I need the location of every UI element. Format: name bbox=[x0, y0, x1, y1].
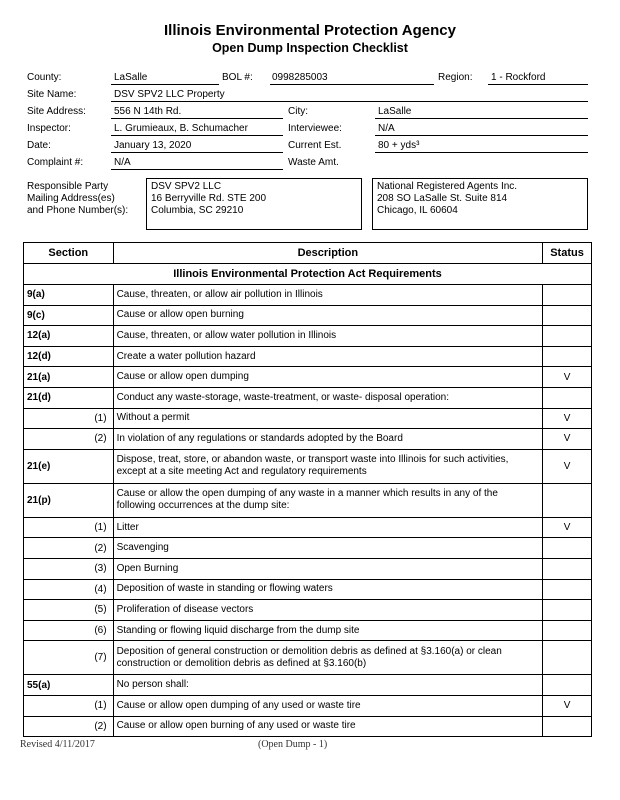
row-description: Deposition of general construction or demolition debris as defined at §3.160(a) or clean construction or demolition debris as defined at §3.160(b) bbox=[113, 641, 542, 675]
form-id: (Open Dump - 1) bbox=[258, 739, 328, 750]
row-status-checkbox[interactable] bbox=[543, 326, 592, 347]
row-section: (1) bbox=[24, 695, 114, 716]
county-value: LaSalle bbox=[114, 72, 148, 83]
row-section: 21(p) bbox=[24, 483, 114, 517]
bol-label: BOL #: bbox=[222, 72, 253, 83]
site-address-label: Site Address: bbox=[27, 106, 86, 117]
table-row bbox=[24, 517, 592, 538]
table-row bbox=[24, 600, 592, 621]
city-underline bbox=[375, 118, 588, 119]
table-row bbox=[24, 285, 592, 306]
row-description: In violation of any regulations or standards adopted by the Board bbox=[113, 429, 542, 450]
row-description: Litter bbox=[113, 517, 542, 538]
row-description: Proliferation of disease vectors bbox=[113, 600, 542, 621]
row-section: 21(a) bbox=[24, 367, 114, 388]
table-row bbox=[24, 620, 592, 641]
bol-underline bbox=[270, 84, 434, 85]
site-name-underline bbox=[111, 101, 588, 102]
description-column-header: Description bbox=[113, 243, 542, 264]
site-name-label: Site Name: bbox=[27, 89, 77, 100]
row-status-checkbox[interactable]: V bbox=[543, 367, 592, 388]
checklist-rows bbox=[24, 285, 592, 737]
inspection-checklist-table bbox=[23, 242, 592, 737]
row-description: Cause, threaten, or allow air pollution in Illinois bbox=[113, 285, 542, 306]
row-section: 21(d) bbox=[24, 387, 114, 408]
row-status-checkbox[interactable] bbox=[543, 600, 592, 621]
region-label: Region: bbox=[438, 72, 473, 83]
date-value: January 13, 2020 bbox=[114, 140, 192, 151]
row-section: (2) bbox=[24, 716, 114, 737]
act-requirements-heading: Illinois Environmental Protection Act Requirements bbox=[24, 264, 592, 285]
row-status-checkbox[interactable] bbox=[543, 620, 592, 641]
table-row bbox=[24, 675, 592, 696]
interviewee-value: N/A bbox=[378, 123, 395, 134]
county-underline bbox=[111, 84, 219, 85]
table-subheader-row bbox=[24, 264, 592, 285]
waste-amt-label: Waste Amt. bbox=[288, 157, 339, 168]
row-section: 12(a) bbox=[24, 326, 114, 347]
row-section: (5) bbox=[24, 600, 114, 621]
row-section: (2) bbox=[24, 538, 114, 559]
row-section: (4) bbox=[24, 579, 114, 600]
table-row bbox=[24, 367, 592, 388]
region-underline bbox=[488, 84, 588, 85]
row-description: Cause or allow the open dumping of any waste in a manner which results in any of the following occurrences at the dump site: bbox=[113, 483, 542, 517]
inspector-label: Inspector: bbox=[27, 123, 71, 134]
table-row bbox=[24, 716, 592, 737]
row-section: 12(d) bbox=[24, 346, 114, 367]
site-name-value: DSV SPV2 LLC Property bbox=[114, 89, 225, 100]
inspector-underline bbox=[111, 135, 283, 136]
row-section: (3) bbox=[24, 558, 114, 579]
inspector-value: L. Grumieaux, B. Schumacher bbox=[114, 123, 248, 134]
row-section: (7) bbox=[24, 641, 114, 675]
row-section: (2) bbox=[24, 429, 114, 450]
table-row bbox=[24, 641, 592, 675]
responsible-party-box-2: National Registered Agents Inc. 208 SO LaSalle St. Suite 814 Chicago, IL 60604 bbox=[372, 178, 588, 230]
table-row bbox=[24, 408, 592, 429]
row-section: 55(a) bbox=[24, 675, 114, 696]
row-section: (6) bbox=[24, 620, 114, 641]
row-status-checkbox[interactable] bbox=[543, 387, 592, 408]
section-column-header: Section bbox=[24, 243, 114, 264]
row-description: Create a water pollution hazard bbox=[113, 346, 542, 367]
row-status-checkbox[interactable] bbox=[543, 716, 592, 737]
row-description: Cause or allow open burning of any used or waste tire bbox=[113, 716, 542, 737]
responsible-party-box-1: DSV SPV2 LLC 16 Berryville Rd. STE 200 Columbia, SC 29210 bbox=[146, 178, 362, 230]
row-status-checkbox[interactable]: V bbox=[543, 517, 592, 538]
site-address-underline bbox=[111, 118, 283, 119]
row-description: Conduct any waste-storage, waste-treatment, or waste- disposal operation: bbox=[113, 387, 542, 408]
revised-date: Revised 4/11/2017 bbox=[20, 739, 95, 750]
row-status-checkbox[interactable] bbox=[543, 483, 592, 517]
row-description: Dispose, treat, store, or abandon waste, or transport waste into Illinois for such activities, except at a site meeting Act and regulatory requirements bbox=[113, 449, 542, 483]
row-status-checkbox[interactable] bbox=[543, 558, 592, 579]
interviewee-label: Interviewee: bbox=[288, 123, 342, 134]
interviewee-underline bbox=[375, 135, 588, 136]
bol-value: 0998285003 bbox=[272, 72, 328, 83]
row-description: Deposition of waste in standing or flowing waters bbox=[113, 579, 542, 600]
date-underline bbox=[111, 152, 283, 153]
status-column-header: Status bbox=[543, 243, 592, 264]
row-description: Cause or allow open burning bbox=[113, 305, 542, 326]
table-row bbox=[24, 326, 592, 347]
table-row bbox=[24, 305, 592, 326]
current-est-label: Current Est. bbox=[288, 140, 342, 151]
row-section: 21(e) bbox=[24, 449, 114, 483]
complaint-value: N/A bbox=[114, 157, 131, 168]
table-row bbox=[24, 558, 592, 579]
row-status-checkbox[interactable]: V bbox=[543, 695, 592, 716]
row-status-checkbox[interactable] bbox=[543, 538, 592, 559]
row-section: 9(a) bbox=[24, 285, 114, 306]
row-status-checkbox[interactable] bbox=[543, 675, 592, 696]
table-row bbox=[24, 449, 592, 483]
row-status-checkbox[interactable]: V bbox=[543, 449, 592, 483]
row-description: Scavenging bbox=[113, 538, 542, 559]
row-section: 9(c) bbox=[24, 305, 114, 326]
table-row bbox=[24, 538, 592, 559]
row-section: (1) bbox=[24, 408, 114, 429]
row-status-checkbox[interactable] bbox=[543, 305, 592, 326]
row-status-checkbox[interactable] bbox=[543, 346, 592, 367]
row-description: Cause, threaten, or allow water pollution in Illinois bbox=[113, 326, 542, 347]
table-header-row bbox=[24, 243, 592, 264]
row-description: Standing or flowing liquid discharge from the dump site bbox=[113, 620, 542, 641]
row-description: Without a permit bbox=[113, 408, 542, 429]
checklist-title: Open Dump Inspection Checklist bbox=[212, 41, 408, 55]
row-description: Cause or allow open dumping bbox=[113, 367, 542, 388]
row-status-checkbox[interactable] bbox=[543, 579, 592, 600]
row-description: Cause or allow open dumping of any used or waste tire bbox=[113, 695, 542, 716]
table-row bbox=[24, 483, 592, 517]
row-description: Open Burning bbox=[113, 558, 542, 579]
row-description: No person shall: bbox=[113, 675, 542, 696]
region-value: 1 - Rockford bbox=[491, 72, 546, 83]
table-row bbox=[24, 387, 592, 408]
current-est-underline bbox=[375, 152, 588, 153]
table-row bbox=[24, 346, 592, 367]
table-row bbox=[24, 429, 592, 450]
row-status-checkbox[interactable]: V bbox=[543, 429, 592, 450]
agency-title: Illinois Environmental Protection Agency bbox=[164, 22, 456, 39]
table-row bbox=[24, 579, 592, 600]
row-status-checkbox[interactable] bbox=[543, 641, 592, 675]
city-value: LaSalle bbox=[378, 106, 412, 117]
date-label: Date: bbox=[27, 140, 51, 151]
city-label: City: bbox=[288, 106, 308, 117]
complaint-underline bbox=[111, 169, 283, 170]
table-row bbox=[24, 695, 592, 716]
row-status-checkbox[interactable]: V bbox=[543, 408, 592, 429]
responsible-party-label: Responsible Party Mailing Address(es) and Phone Number(s): bbox=[27, 181, 129, 216]
site-address-value: 556 N 14th Rd. bbox=[114, 106, 182, 117]
complaint-label: Complaint #: bbox=[27, 157, 84, 168]
county-label: County: bbox=[27, 72, 62, 83]
current-est-value: 80 + yds³ bbox=[378, 140, 420, 151]
row-section: (1) bbox=[24, 517, 114, 538]
row-status-checkbox[interactable] bbox=[543, 285, 592, 306]
